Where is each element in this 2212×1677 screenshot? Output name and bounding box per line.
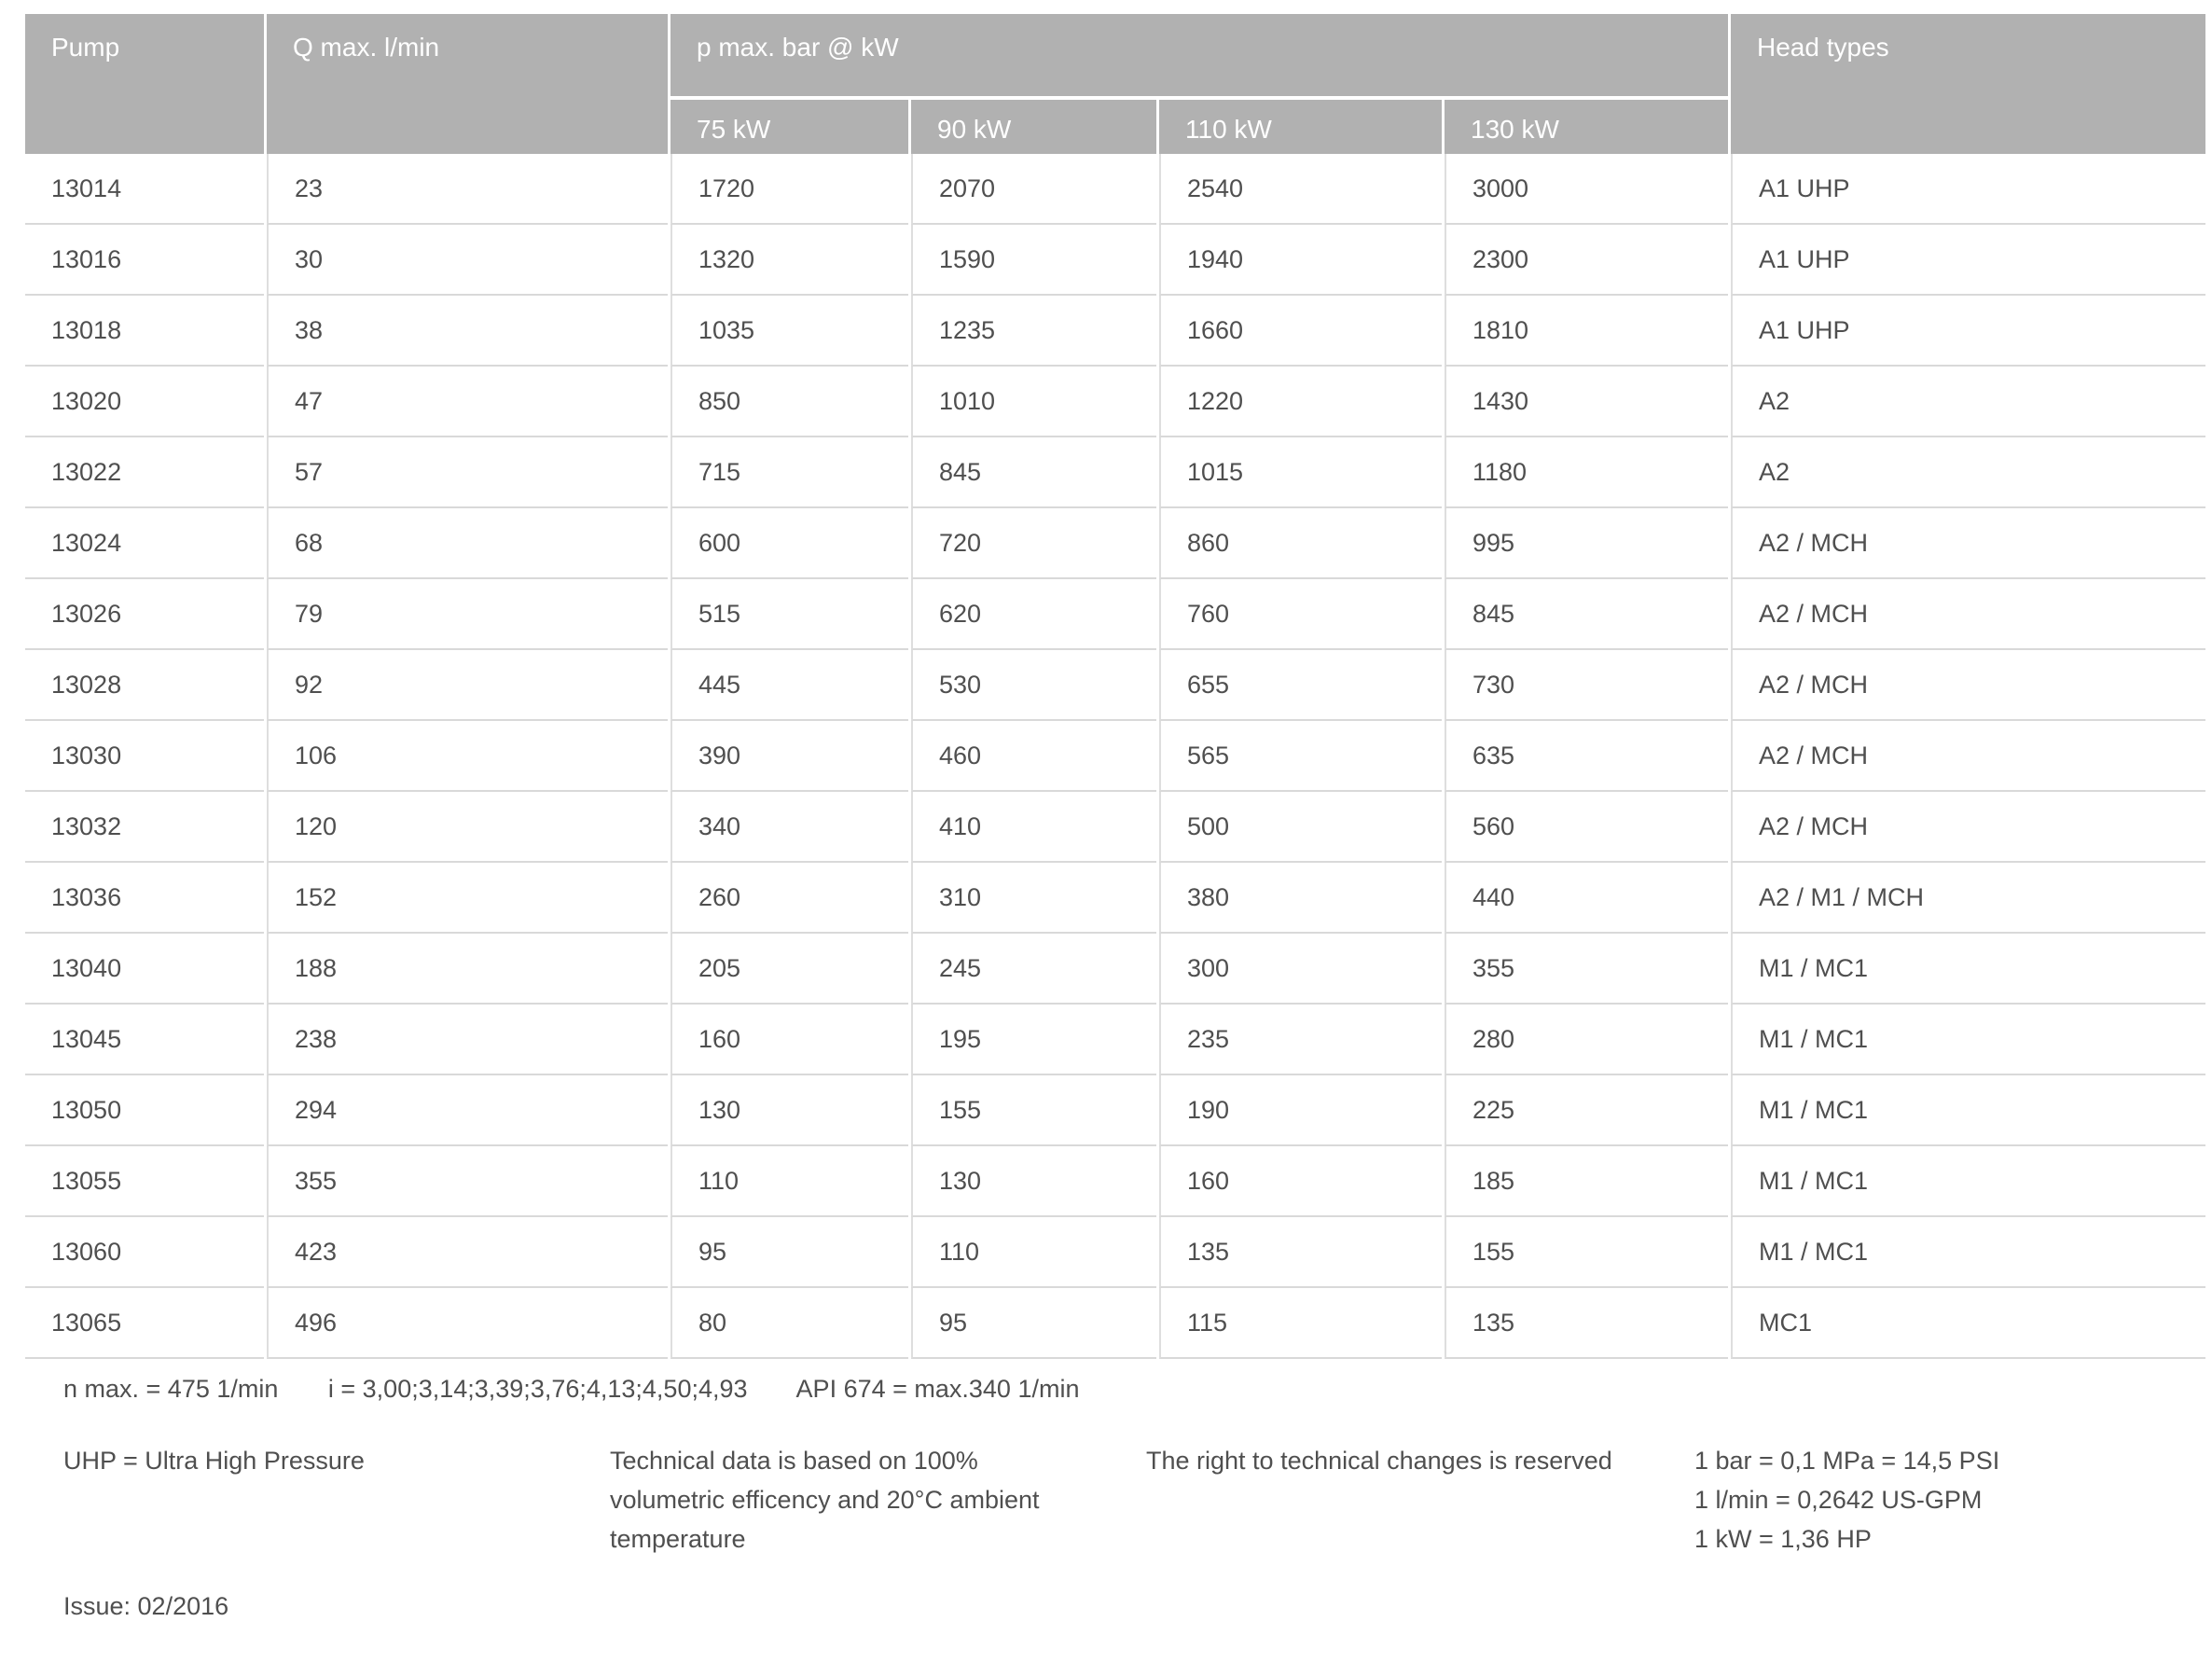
cell-p-75kw: 1035 xyxy=(671,296,908,367)
cell-p-110kw: 1940 xyxy=(1159,225,1442,296)
table-row xyxy=(25,1005,2205,1075)
cell-pump: 13045 xyxy=(25,1005,264,1075)
cell-head-types: A2 xyxy=(1731,367,2205,437)
cell-p-110kw: 860 xyxy=(1159,508,1442,579)
cell-p-110kw: 760 xyxy=(1159,579,1442,650)
cell-head-types: A2 / MCH xyxy=(1731,579,2205,650)
column-header-p-max-group: p max. bar @ kW xyxy=(671,14,1728,96)
cell-head-types: M1 / MC1 xyxy=(1731,1075,2205,1146)
cell-q-max: 106 xyxy=(267,721,668,792)
column-header-q-max: Q max. l/min xyxy=(267,14,668,154)
cell-head-types: M1 / MC1 xyxy=(1731,934,2205,1005)
cell-p-75kw: 715 xyxy=(671,437,908,508)
column-header-90kw: 90 kW xyxy=(911,96,1156,154)
cell-p-90kw: 1235 xyxy=(911,296,1156,367)
column-header-110kw: 110 kW xyxy=(1159,96,1442,154)
note-rights: The right to technical changes is reserved xyxy=(1146,1447,1612,1475)
cell-p-110kw: 565 xyxy=(1159,721,1442,792)
cell-p-130kw: 440 xyxy=(1445,863,1728,934)
cell-p-110kw: 1220 xyxy=(1159,367,1442,437)
cell-p-130kw: 3000 xyxy=(1445,154,1728,225)
cell-p-90kw: 410 xyxy=(911,792,1156,863)
cell-pump: 13065 xyxy=(25,1288,264,1359)
note-uhp: UHP = Ultra High Pressure xyxy=(63,1447,365,1475)
cell-p-110kw: 235 xyxy=(1159,1005,1442,1075)
cell-p-90kw: 245 xyxy=(911,934,1156,1005)
cell-pump: 13050 xyxy=(25,1075,264,1146)
cell-head-types: A2 / MCH xyxy=(1731,650,2205,721)
cell-p-110kw: 1660 xyxy=(1159,296,1442,367)
cell-p-90kw: 1590 xyxy=(911,225,1156,296)
cell-pump: 13018 xyxy=(25,296,264,367)
cell-p-130kw: 355 xyxy=(1445,934,1728,1005)
cell-p-130kw: 185 xyxy=(1445,1146,1728,1217)
cell-p-110kw: 190 xyxy=(1159,1075,1442,1146)
cell-p-130kw: 845 xyxy=(1445,579,1728,650)
cell-pump: 13028 xyxy=(25,650,264,721)
cell-q-max: 355 xyxy=(267,1146,668,1217)
note-speed: n max. = 475 1/min xyxy=(63,1375,279,1403)
cell-p-90kw: 155 xyxy=(911,1075,1156,1146)
cell-pump: 13024 xyxy=(25,508,264,579)
table-row xyxy=(25,792,2205,863)
cell-pump: 13030 xyxy=(25,721,264,792)
table-row xyxy=(25,863,2205,934)
table-row xyxy=(25,225,2205,296)
cell-p-130kw: 155 xyxy=(1445,1217,1728,1288)
cell-q-max: 152 xyxy=(267,863,668,934)
cell-head-types: A2 / MCH xyxy=(1731,721,2205,792)
cell-p-90kw: 1010 xyxy=(911,367,1156,437)
cell-p-90kw: 110 xyxy=(911,1217,1156,1288)
cell-p-110kw: 655 xyxy=(1159,650,1442,721)
table-row xyxy=(25,934,2205,1005)
cell-p-130kw: 995 xyxy=(1445,508,1728,579)
cell-pump: 13014 xyxy=(25,154,264,225)
cell-pump: 13022 xyxy=(25,437,264,508)
cell-pump: 13055 xyxy=(25,1146,264,1217)
cell-p-90kw: 530 xyxy=(911,650,1156,721)
cell-q-max: 57 xyxy=(267,437,668,508)
cell-head-types: A2 / M1 / MCH xyxy=(1731,863,2205,934)
cell-p-90kw: 620 xyxy=(911,579,1156,650)
cell-p-75kw: 1320 xyxy=(671,225,908,296)
cell-pump: 13020 xyxy=(25,367,264,437)
table-row xyxy=(25,508,2205,579)
cell-p-90kw: 195 xyxy=(911,1005,1156,1075)
cell-head-types: M1 / MC1 xyxy=(1731,1005,2205,1075)
cell-p-90kw: 720 xyxy=(911,508,1156,579)
cell-p-110kw: 380 xyxy=(1159,863,1442,934)
table-row xyxy=(25,650,2205,721)
cell-q-max: 30 xyxy=(267,225,668,296)
cell-head-types: A2 / MCH xyxy=(1731,792,2205,863)
cell-p-90kw: 845 xyxy=(911,437,1156,508)
cell-pump: 13026 xyxy=(25,579,264,650)
cell-p-130kw: 2300 xyxy=(1445,225,1728,296)
cell-p-75kw: 130 xyxy=(671,1075,908,1146)
cell-pump: 13016 xyxy=(25,225,264,296)
table-header xyxy=(25,14,2205,154)
cell-head-types: A1 UHP xyxy=(1731,154,2205,225)
cell-p-130kw: 730 xyxy=(1445,650,1728,721)
cell-q-max: 68 xyxy=(267,508,668,579)
footnote-line xyxy=(63,1372,2186,1406)
cell-p-90kw: 130 xyxy=(911,1146,1156,1217)
cell-p-75kw: 95 xyxy=(671,1217,908,1288)
cell-p-110kw: 1015 xyxy=(1159,437,1442,508)
cell-q-max: 423 xyxy=(267,1217,668,1288)
cell-p-75kw: 260 xyxy=(671,863,908,934)
cell-q-max: 92 xyxy=(267,650,668,721)
cell-head-types: A1 UHP xyxy=(1731,225,2205,296)
cell-p-90kw: 310 xyxy=(911,863,1156,934)
cell-head-types: M1 / MC1 xyxy=(1731,1217,2205,1288)
header-row-main xyxy=(25,14,2205,96)
table-row xyxy=(25,721,2205,792)
cell-p-110kw: 300 xyxy=(1159,934,1442,1005)
note-conversion-line: 1 l/min = 0,2642 US-GPM xyxy=(1694,1486,1983,1514)
cell-p-75kw: 340 xyxy=(671,792,908,863)
cell-p-75kw: 515 xyxy=(671,579,908,650)
table-row xyxy=(25,1288,2205,1359)
cell-p-75kw: 390 xyxy=(671,721,908,792)
cell-p-110kw: 135 xyxy=(1159,1217,1442,1288)
note-api: API 674 = max.340 1/min xyxy=(795,1375,1080,1403)
cell-q-max: 294 xyxy=(267,1075,668,1146)
cell-pump: 13036 xyxy=(25,863,264,934)
cell-p-130kw: 1180 xyxy=(1445,437,1728,508)
column-header-75kw: 75 kW xyxy=(671,96,908,154)
cell-p-90kw: 2070 xyxy=(911,154,1156,225)
cell-p-110kw: 115 xyxy=(1159,1288,1442,1359)
cell-p-90kw: 460 xyxy=(911,721,1156,792)
cell-p-130kw: 1430 xyxy=(1445,367,1728,437)
table-row xyxy=(25,579,2205,650)
cell-q-max: 38 xyxy=(267,296,668,367)
column-header-head-types: Head types xyxy=(1731,14,2205,154)
cell-p-110kw: 500 xyxy=(1159,792,1442,863)
cell-pump: 13032 xyxy=(25,792,264,863)
note-technical-line: temperature xyxy=(610,1525,746,1553)
cell-p-130kw: 1810 xyxy=(1445,296,1728,367)
pump-table-body xyxy=(25,154,2205,1359)
cell-p-75kw: 850 xyxy=(671,367,908,437)
table-row xyxy=(25,437,2205,508)
cell-head-types: A1 UHP xyxy=(1731,296,2205,367)
note-technical-line: Technical data is based on 100% xyxy=(610,1447,978,1475)
cell-p-75kw: 600 xyxy=(671,508,908,579)
cell-p-90kw: 95 xyxy=(911,1288,1156,1359)
table-row xyxy=(25,296,2205,367)
cell-q-max: 238 xyxy=(267,1005,668,1075)
table-row xyxy=(25,1146,2205,1217)
note-conversion-line: 1 bar = 0,1 MPa = 14,5 PSI xyxy=(1694,1447,2000,1475)
table-row xyxy=(25,154,2205,225)
cell-p-75kw: 80 xyxy=(671,1288,908,1359)
table-row xyxy=(25,1075,2205,1146)
pump-spec-table xyxy=(22,14,2208,1359)
note-conversions xyxy=(1694,1441,1999,1559)
cell-p-130kw: 225 xyxy=(1445,1075,1728,1146)
cell-p-75kw: 1720 xyxy=(671,154,908,225)
cell-p-130kw: 560 xyxy=(1445,792,1728,863)
cell-q-max: 120 xyxy=(267,792,668,863)
note-technical xyxy=(610,1441,1146,1559)
cell-p-130kw: 135 xyxy=(1445,1288,1728,1359)
cell-head-types: MC1 xyxy=(1731,1288,2205,1359)
cell-p-75kw: 445 xyxy=(671,650,908,721)
note-conversion-line: 1 kW = 1,36 HP xyxy=(1694,1525,1872,1553)
cell-head-types: A2 xyxy=(1731,437,2205,508)
table-row xyxy=(25,1217,2205,1288)
cell-q-max: 496 xyxy=(267,1288,668,1359)
cell-pump: 13060 xyxy=(25,1217,264,1288)
cell-q-max: 23 xyxy=(267,154,668,225)
column-header-130kw: 130 kW xyxy=(1445,96,1728,154)
cell-p-110kw: 160 xyxy=(1159,1146,1442,1217)
notes-section xyxy=(63,1441,2186,1559)
cell-head-types: M1 / MC1 xyxy=(1731,1146,2205,1217)
cell-pump: 13040 xyxy=(25,934,264,1005)
note-ratios: i = 3,00;3,14;3,39;3,76;4,13;4,50;4,93 xyxy=(327,1375,748,1403)
cell-q-max: 47 xyxy=(267,367,668,437)
column-header-pump: Pump xyxy=(25,14,264,154)
cell-p-130kw: 280 xyxy=(1445,1005,1728,1075)
note-technical-line: volumetric efficency and 20°C ambient xyxy=(610,1486,1040,1514)
cell-head-types: A2 / MCH xyxy=(1731,508,2205,579)
issue-label: Issue: 02/2016 xyxy=(63,1592,229,1620)
cell-p-110kw: 2540 xyxy=(1159,154,1442,225)
cell-p-75kw: 160 xyxy=(671,1005,908,1075)
cell-q-max: 188 xyxy=(267,934,668,1005)
table-row xyxy=(25,367,2205,437)
cell-q-max: 79 xyxy=(267,579,668,650)
cell-p-130kw: 635 xyxy=(1445,721,1728,792)
cell-p-75kw: 205 xyxy=(671,934,908,1005)
cell-p-75kw: 110 xyxy=(671,1146,908,1217)
